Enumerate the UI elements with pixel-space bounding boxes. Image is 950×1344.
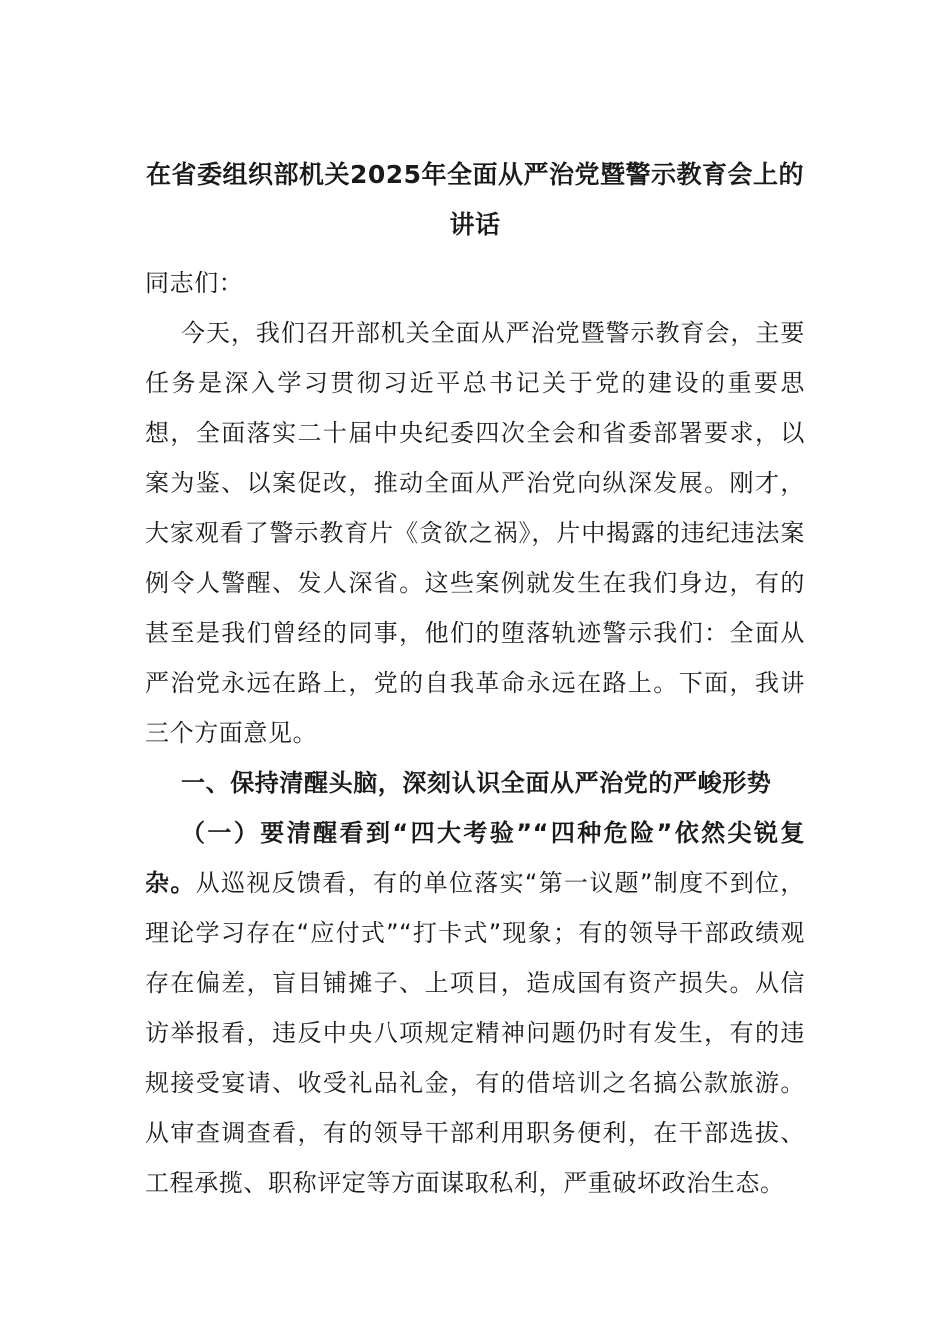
document-page	[145, 150, 805, 1208]
subsection-1-paragraph	[145, 808, 805, 1208]
section-1-heading: 一、保持清醒头脑，深刻认识全面从严治党的严峻形势	[181, 769, 772, 797]
document-title: 在省委组织部机关2025年全面从严治党暨警示教育会上的讲话	[145, 160, 805, 239]
subsection-1-heading: （一）要清醒看到“四大考验”“四种危险”依然尖锐复杂。	[145, 819, 805, 897]
intro-paragraph: 今天，我们召开部机关全面从严治党暨警示教育会，主要任务是深入学习贯彻习近平总书记关于党的建设的重要思想，全面落实二十届中央纪委四次全会和省委部署要求，以案为鉴、以案促改，推动全面从严治党向纵深发展。刚才，大家观看了警示教育片《贪欲之祸》，片中揭露的违纪违法案例令人警醒、发人深省。这些案例就发生在我们身边，有的甚至是我们曾经的同事，他们的堕落轨迹警示我们：全面从严治党永远在路上，党的自我革命永远在路上。下面，我讲三个方面意见。	[145, 319, 805, 747]
salutation: 同志们：	[145, 269, 244, 297]
subsection-1-body: 从巡视反馈看，有的单位落实“第一议题”制度不到位，理论学习存在“应付式”“打卡式”现象；有的领导干部政绩观存在偏差，盲目铺摊子、上项目，造成国有资产损失。从信访举报看，违反中央八项规定精神问题仍时有发生，有的违规接受宴请、收受礼品礼金，有的借培训之名搞公款旅游。从审查调查看，有的领导干部利用职务便利，在干部选拔、工程承揽、职称评定等方面谋取私利，严重破坏政治生态。	[145, 869, 805, 1197]
